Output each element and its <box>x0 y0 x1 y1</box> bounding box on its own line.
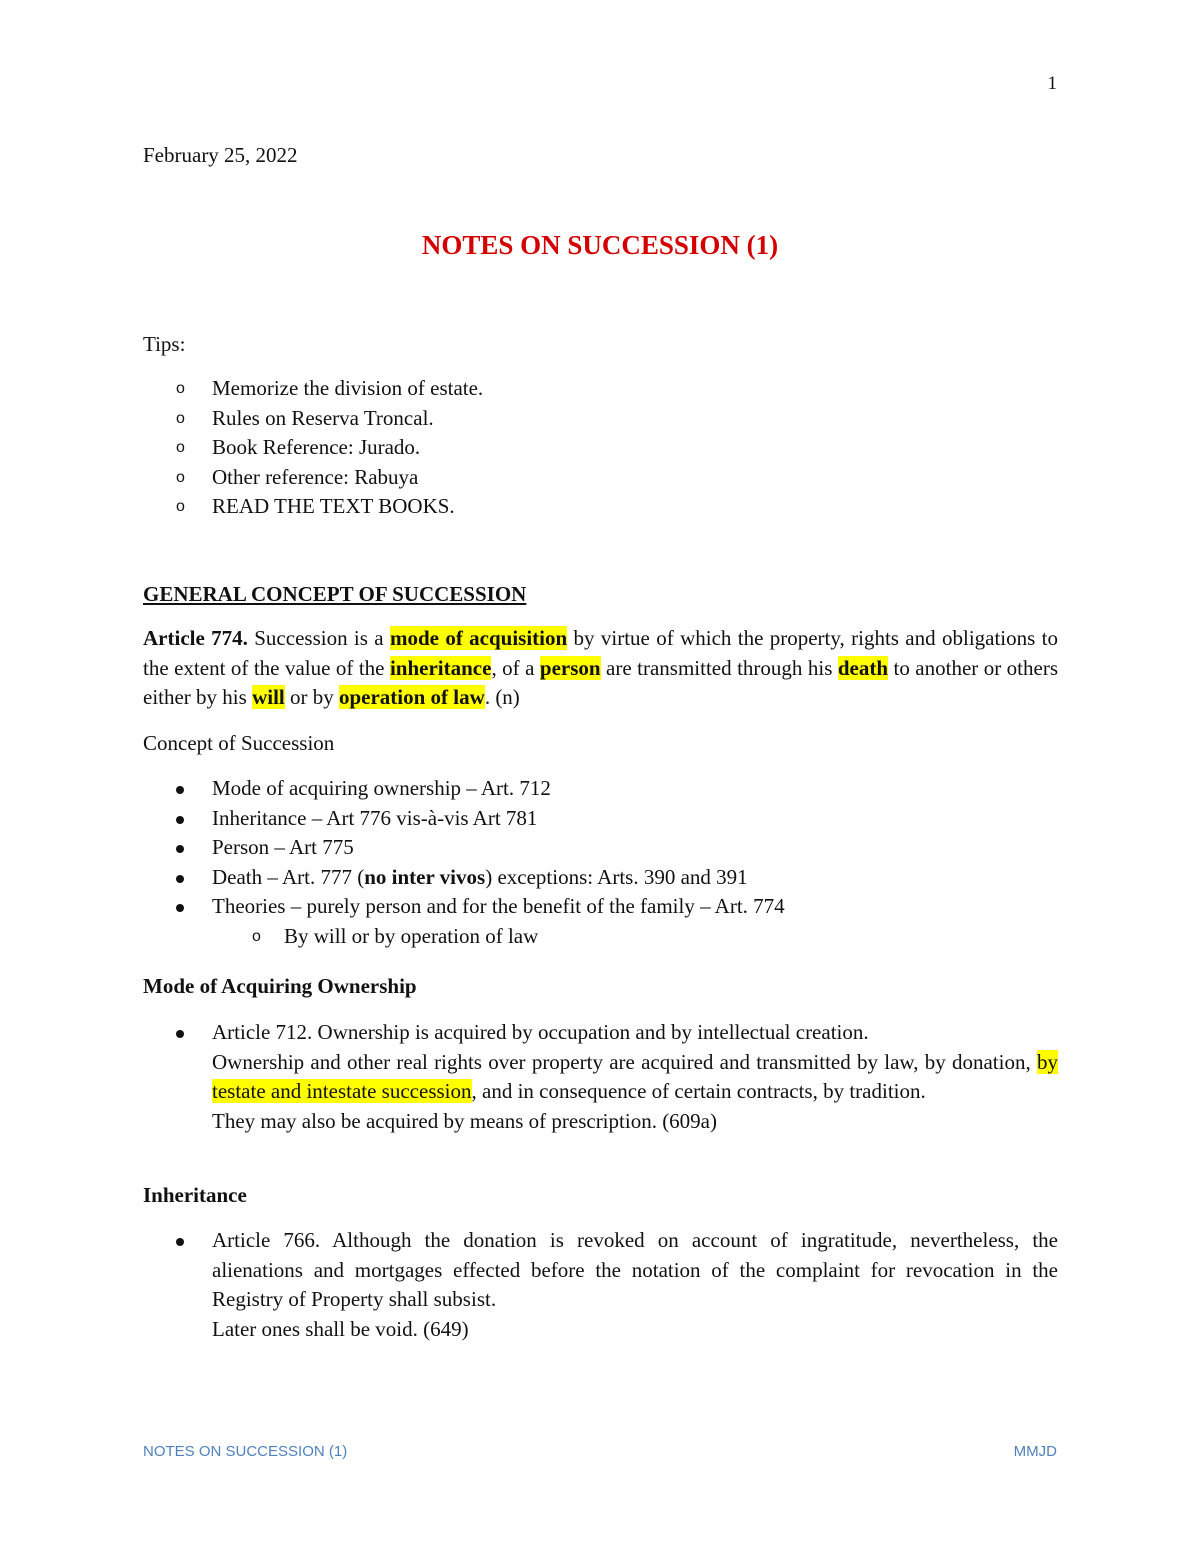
article-766-item <box>143 1226 1058 1344</box>
circle-bullet-icon: o <box>176 498 185 515</box>
tips-list <box>143 374 1043 522</box>
bullet-icon <box>176 845 184 853</box>
article-712-line1: Article 712. Ownership is acquired by occupation and by intellectual creation. <box>212 1020 869 1044</box>
concept-label: Concept of Succession <box>143 731 335 755</box>
circle-bullet-icon: o <box>176 468 185 486</box>
inheritance-heading: Inheritance <box>143 1183 247 1207</box>
highlight-inheritance: inheritance <box>389 655 492 680</box>
circle-bullet-icon: o <box>176 380 185 397</box>
highlight-operation-of-law: operation of law <box>338 685 485 709</box>
article-712-item <box>143 1018 1058 1136</box>
document-date: February 25, 2022 <box>143 143 298 167</box>
circle-bullet-icon: o <box>176 409 185 427</box>
concept-item: Death – Art. 777 (no inter vivos) exceptions: Arts. 390 and 391 <box>143 863 1058 893</box>
highlight-mode-of-acquisition: mode of acquisition <box>389 626 568 650</box>
concept-item: Mode of acquiring ownership – Art. 712 <box>143 774 1058 804</box>
bullet-icon <box>176 816 184 824</box>
highlight-will: will <box>252 685 285 709</box>
circle-bullet-icon: o <box>252 927 261 945</box>
highlight-person: person <box>539 655 601 680</box>
concept-subitem: o By will or by operation of law <box>143 922 1058 952</box>
bullet-icon <box>176 786 184 794</box>
tip-item: o Rules on Reserva Troncal. <box>143 404 1043 434</box>
bullet-icon <box>176 1238 184 1246</box>
tip-item: o Book Reference: Jurado. <box>143 433 1043 463</box>
footer-initials: MMJD <box>1013 1443 1057 1460</box>
concept-item: Person – Art 775 <box>143 833 1058 863</box>
page-number: 1 <box>1047 73 1057 94</box>
article-774-label: Article 774. <box>143 626 248 650</box>
bullet-icon <box>176 875 184 883</box>
mode-heading: Mode of Acquiring Ownership <box>143 974 417 998</box>
article-712-line3: They may also be acquired by means of prescription. (609a) <box>212 1108 717 1133</box>
document-title: NOTES ON SUCCESSION (1) <box>421 230 779 260</box>
concept-item: Inheritance – Art 776 vis-à-vis Art 781 <box>143 804 1058 834</box>
highlight-death: death <box>837 655 889 680</box>
circle-bullet-icon: o <box>176 439 185 456</box>
concept-item: Theories – purely person and for the benefit of the family – Art. 774 <box>143 892 1058 922</box>
article-774-paragraph: Article 774. Succession is a mode of acquisition by virtue of which the property, rights and obligations to the extent of the value of the inheritance, of a person are transmitted through his death to another or others either by his will or by operation of law. (n) <box>143 626 1058 709</box>
inheritance-list <box>143 1226 1058 1344</box>
bullet-icon <box>176 904 184 912</box>
tip-item: o READ THE TEXT BOOKS. <box>143 492 1043 522</box>
tip-item: o Other reference: Rabuya <box>143 463 1043 493</box>
section-heading: GENERAL CONCEPT OF SUCCESSION <box>143 582 527 606</box>
article-766-text: Article 766. Although the donation is revoked on account of ingratitude, nevertheless, the alienations and mortgages effected before the notation of the complaint for revocation in the Registry of Property shall subsist. <box>212 1228 1058 1311</box>
footer-title: NOTES ON SUCCESSION (1) <box>143 1443 348 1460</box>
tip-item: o Memorize the division of estate. <box>143 374 1043 404</box>
article-766-line2: Later ones shall be void. (649) <box>212 1316 469 1341</box>
article-712-line2: Ownership and other real rights over property are acquired and transmitted by law, by donation, by testate and intestate succession, and in consequence of certain contracts, by tradition. <box>212 1049 1058 1103</box>
mode-list <box>143 1018 1058 1136</box>
concept-list <box>143 774 1058 951</box>
bullet-icon <box>176 1030 184 1038</box>
highlight-testate-intestate: by testate and intestate succession <box>212 1049 1058 1103</box>
tips-label: Tips: <box>143 332 186 356</box>
